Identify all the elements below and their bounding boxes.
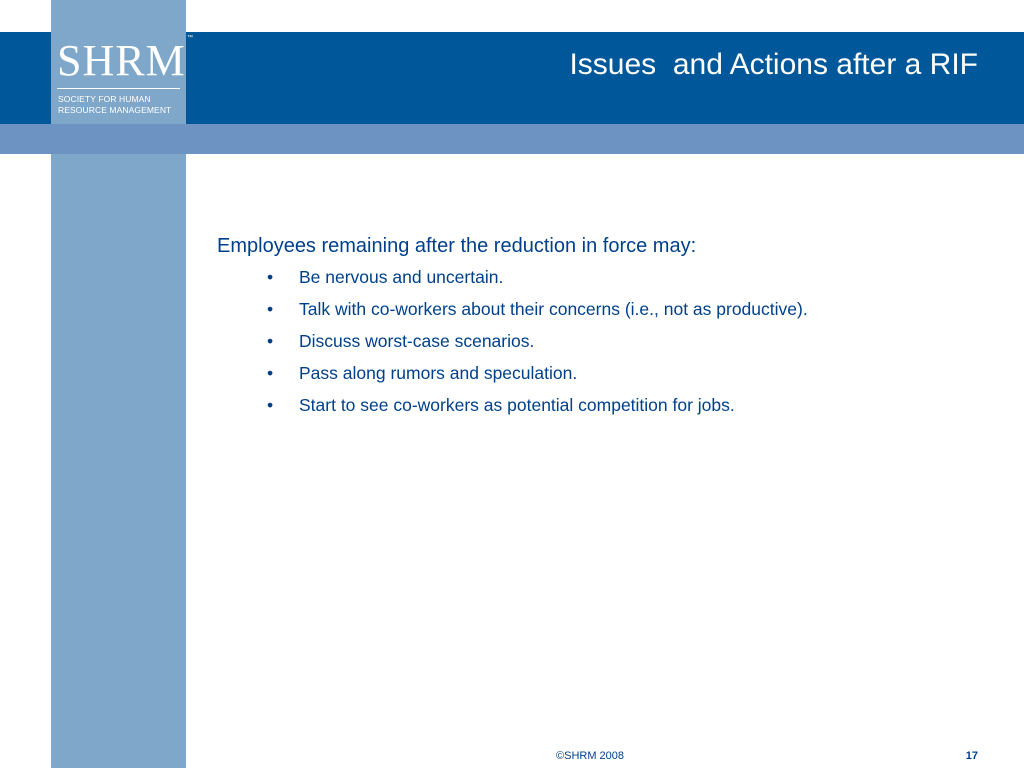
slide-title: Issues and Actions after a RIF (569, 48, 978, 81)
bullet-item (217, 330, 997, 352)
bullet-text: Discuss worst-case scenarios. (299, 331, 535, 351)
bullet-icon: • (267, 363, 274, 383)
bullet-text: Pass along rumors and speculation. (299, 363, 578, 383)
bullet-item (217, 394, 997, 416)
bullet-text: Be nervous and uncertain. (299, 267, 504, 287)
logo-divider (57, 88, 180, 89)
logo-inner (51, 32, 186, 124)
bullet-item (217, 266, 997, 288)
logo-tagline-line1: SOCIETY FOR HUMAN (58, 94, 151, 104)
slide-content (217, 232, 997, 426)
bullet-icon: • (267, 299, 274, 319)
bullet-item (217, 362, 997, 384)
logo-trademark: ™ (187, 35, 193, 41)
bullet-list (217, 266, 997, 416)
bullet-icon: • (267, 267, 274, 287)
logo-tagline (58, 94, 184, 116)
bullet-text: Talk with co-workers about their concerns (i.e., not as productive). (299, 299, 808, 319)
bullet-icon: • (267, 331, 274, 351)
footer-copyright: ©SHRM 2008 (556, 750, 625, 762)
intro-text: Employees remaining after the reduction in force may: (217, 235, 697, 257)
logo-tagline-line2: RESOURCE MANAGEMENT (58, 105, 172, 115)
header-subband (0, 124, 1024, 154)
shrm-logo (51, 32, 186, 124)
bullet-icon: • (267, 395, 274, 415)
logo-wordmark: SHRM (57, 36, 186, 85)
bullet-item (217, 298, 997, 320)
page-number: 17 (965, 750, 978, 762)
bullet-text: Start to see co-workers as potential competition for jobs. (299, 395, 735, 415)
